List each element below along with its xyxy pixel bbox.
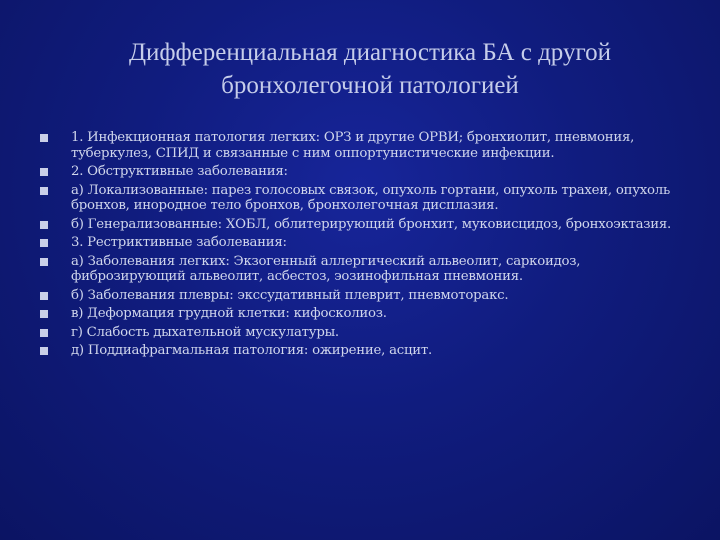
slide-title — [60, 36, 680, 102]
list-item — [40, 254, 680, 285]
bullet-list — [40, 130, 680, 362]
list-item-text: д) Поддиафрагмальная патология: ожирение, асцит. — [71, 343, 432, 358]
square-bullet-icon — [40, 239, 48, 247]
square-bullet-icon — [40, 329, 48, 337]
list-item-text: б) Генерализованные: ХОБЛ, облитерирующий бронхит, муковисцидоз, бронхоэктазия. — [71, 216, 672, 232]
square-bullet-icon — [40, 221, 48, 229]
slide-title-line-2: бронхолегочной патологией — [221, 72, 519, 99]
square-bullet-icon — [40, 292, 48, 300]
list-item — [40, 288, 680, 304]
list-item — [40, 306, 680, 322]
list-item-text: 1. Инфекционная патология легких: ОРЗ и другие ОРВИ; бронхиолит, пневмония, туберкулез, СПИД и связанные с ним оппортунистические инфекции. — [71, 130, 635, 161]
list-item-text: г) Слабость дыхательной мускулатуры. — [71, 324, 339, 340]
list-item — [40, 164, 680, 180]
list-item-text: б) Заболевания плевры: экссудативный плеврит, пневмоторакс. — [71, 287, 509, 303]
square-bullet-icon — [40, 310, 48, 318]
list-item-text: 2. Обструктивные заболевания: — [71, 164, 288, 179]
square-bullet-icon — [40, 187, 48, 195]
list-item — [40, 343, 680, 359]
list-item — [40, 235, 680, 251]
list-item — [40, 217, 680, 233]
list-item-text: 3. Рестриктивные заболевания: — [71, 235, 287, 250]
list-item — [40, 325, 680, 341]
list-item-text: а) Локализованные: парез голосовых связок, опухоль гортани, опухоль трахеи, опухоль бронхов, инородное тело бронхов, бронхолегочная дисплазия. — [71, 182, 670, 213]
square-bullet-icon — [40, 258, 48, 266]
square-bullet-icon — [40, 134, 48, 142]
slide-title-line-1: Дифференциальная диагностика БА с другой — [129, 39, 611, 66]
list-item — [40, 183, 680, 214]
list-item — [40, 130, 680, 161]
list-item-text: а) Заболевания легких: Экзогенный аллергический альвеолит, саркоидоз, фиброзирующий альвеолит, асбестоз, эозинофильная пневмония. — [71, 253, 581, 284]
square-bullet-icon — [40, 168, 48, 176]
square-bullet-icon — [40, 347, 48, 355]
list-item-text: в) Деформация грудной клетки: кифосколиоз. — [71, 306, 387, 321]
